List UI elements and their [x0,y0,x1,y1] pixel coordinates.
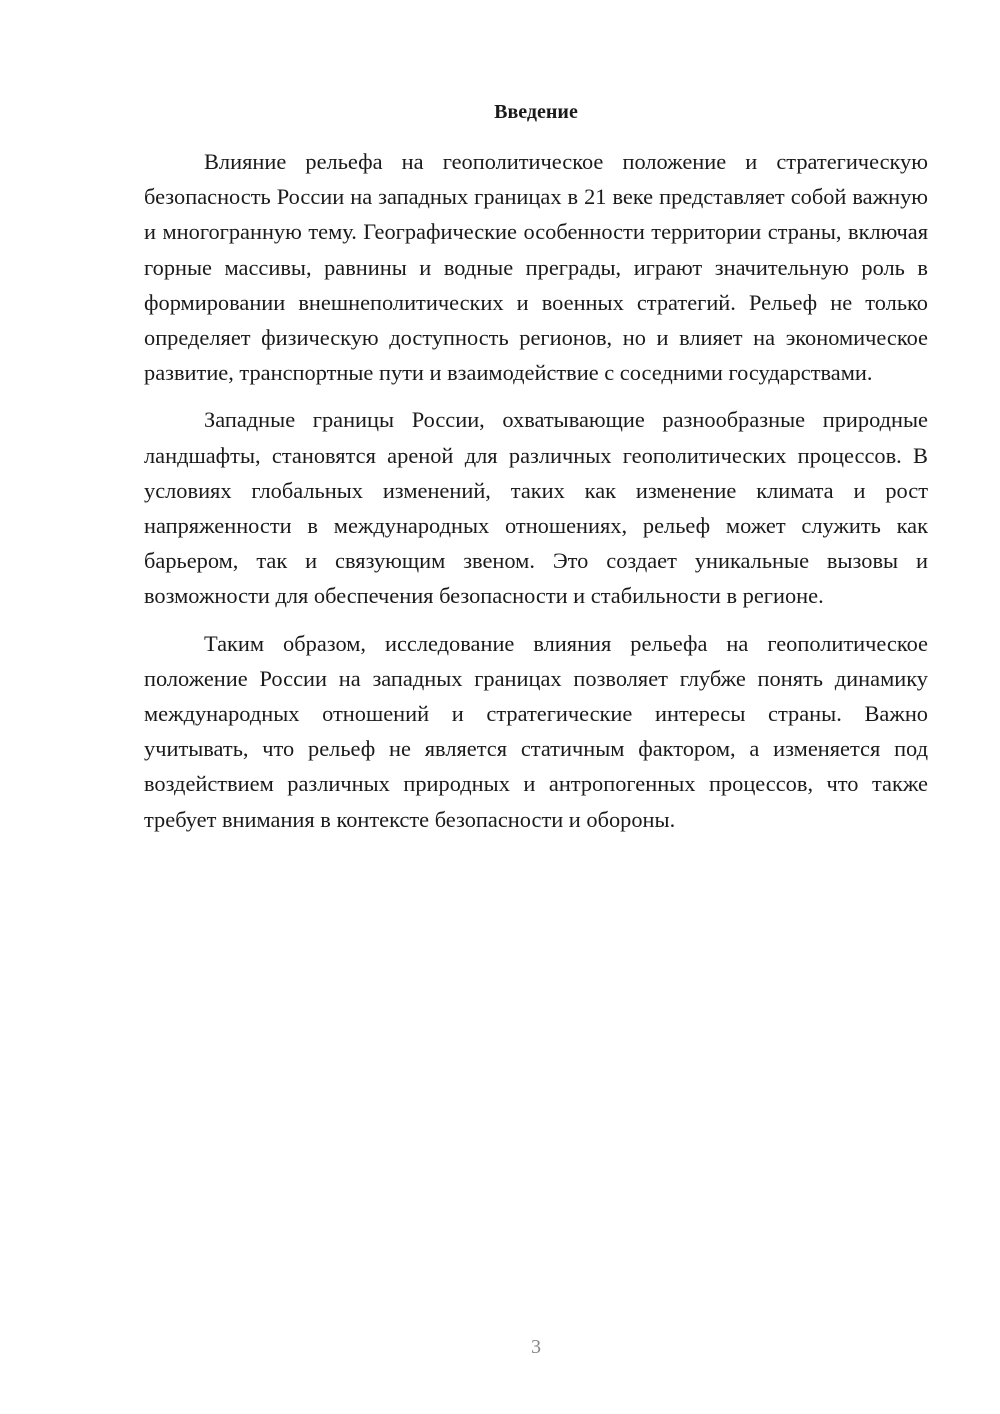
paragraph-2: Западные границы России, охватывающие разнообразные природные ландшафты, становятся ареной для различных геополитических процессов. В условиях глобальных изменений, таких как изменение климата и рост напряженности в международных отношениях, рельеф может служить как барьером, так и связующим звеном. Это создает уникальные вызовы и возможности для обеспечения безопасности и стабильности в регионе. [144,407,928,609]
paragraph-3: Таким образом, исследование влияния рельефа на геополитическое положение России на западных границах позволяет глубже понять динамику международных отношений и стратегические интересы страны. Важно учитывать, что рельеф не является статичным фактором, а изменяется под воздействием различных природных и антропогенных процессов, что также требует внимания в контексте безопасности и обороны. [144,630,928,832]
paragraph-1: Влияние рельефа на геополитическое положение и стратегическую безопасность России на западных границах в 21 веке представляет собой важную и многогранную тему. Географические особенности территории страны, включая горные массивы, равнины и водные преграды, играют значительную роль в формировании внешнеполитических и военных стратегий. Рельеф не только определяет физическую доступность регионов, но и влияет на экономическое развитие, транспортные пути и взаимодействие с соседними государствами. [144,149,928,386]
page-number: 3 [531,1336,541,1358]
body-text [144,144,928,837]
section-heading: Введение [494,101,578,123]
